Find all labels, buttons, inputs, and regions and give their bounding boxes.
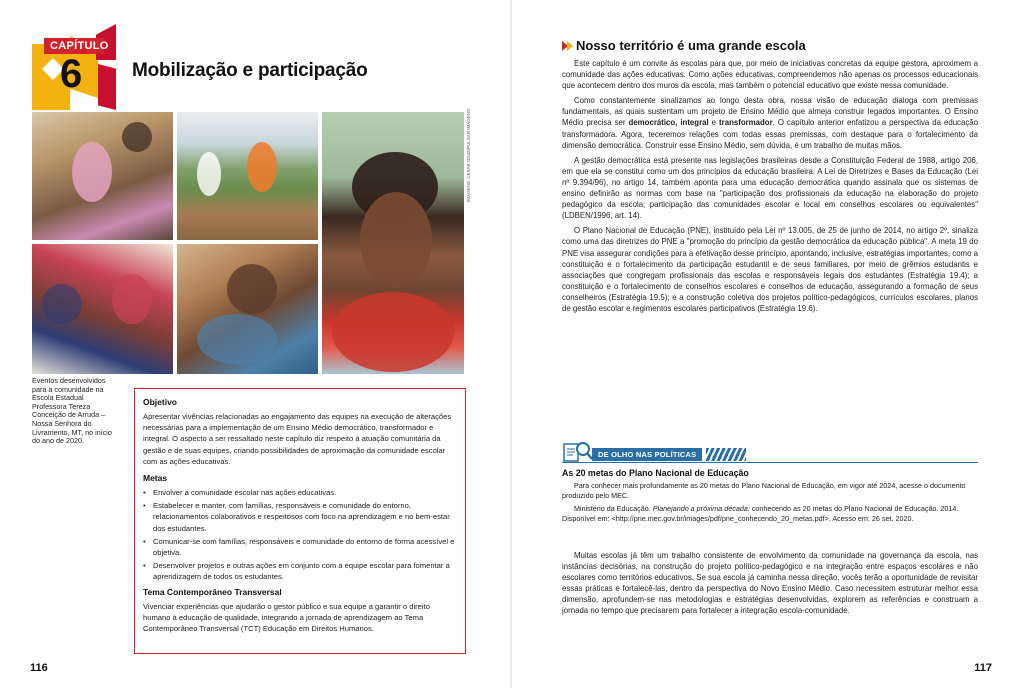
photo-caption: Eventos desenvolvidos para a comunidade na Escola Estadual Professora Tereza Conceição de Arruda – Nossa Senhora do Livramento, MT, no início do ano de 2020.	[32, 376, 112, 446]
goal-item: • Comunicar-se com famílias, responsáveis e comunidade do entorno de forma acessível e objetiva.	[143, 536, 457, 558]
callout-stripes	[706, 448, 746, 461]
tct-text: Vivenciar experiências que ajudarão o gestor público e sua equipe a garantir o direito humano à educação de qualidade, integrando a jornada de aprendizagem ao Tema Contemporâneo Transversal (TCT) Educação em Direitos Humanos.	[143, 601, 430, 634]
paragraph: Como constantemente sinalizamos ao longo desta obra, nossa visão de educação dialoga com premissas fundamentais, as quais sustentam um projeto de Ensino Médio que almeja construir legados importantes. O Ensino Médio precisa ser democrático, integral e transformador. O capítulo anterior enfatizou a perspectiva da educação transformadora. Agora, teceremos relações com todas essas premissas, com destaque para o fortalecimento da dimensão democrática. Construir esse Ensino Médio, sem dúvida, é um trabalho de muitas mãos.	[562, 96, 978, 150]
goals-list	[143, 487, 457, 583]
photo-collage	[32, 112, 464, 374]
closing-text	[562, 550, 978, 621]
callout-text: Para conhecer mais profundamente as 20 metas do Plano Nacional de Educação, em vigor até 2024, acesse o documento produzido pelo MEC.	[562, 481, 966, 500]
callout-tag: DE OLHO NAS POLÍTICAS	[592, 448, 702, 461]
callout-heading: As 20 metas do Plano Nacional de Educação	[562, 468, 749, 478]
objective-text: Apresentar vivências relacionadas ao engajamento das equipes na execução de alterações necessárias para a implementação de um Ensino Médio democrático, transformador e integral. O aspecto a ser ressaltado neste capítulo diz respeito à atuação comunitária da gestão e de suas equipes, criando possibilidades de aproximação da comunidade escolar com as ações educativas.	[143, 412, 452, 466]
photo-credit: IMAGENS: CESAR DINIZ/PULSAR IMAGENS	[466, 108, 471, 202]
goal-item: • Envolver a comunidade escolar nas ações educativas.	[143, 487, 457, 498]
paragraph: O Plano Nacional de Educação (PNE), instituído pela Lei nº 13.005, de 25 de junho de 2014, no artigo 2º, sinaliza como uma das diretrizes do PNE a "promoção do princípio da gestão democrática da educação pública". A meta 19 do PNE visa assegurar condições para a efetivação desse princípio, apontando, inclusive, estratégias importantes, como a constituição e o fortalecimento da participação estudantil e de seus familiares, por meio de grêmios estudantis e associações que congregam profissionais das escolas e responsáveis legais dos estudantes (Estratégia 19.4); a constituição e o fortalecimento de conselhos escolares e conselhos de educação, assegurando a formação de seus conselheiros (Estratégia 19.5); e a construção coletiva dos projetos político-pedagógicos, currículos escolares, planos de gestão escolar e regimentos escolares participativos (Estratégia 19.6).	[562, 226, 978, 313]
policy-callout	[562, 440, 978, 542]
callout-body	[562, 468, 978, 527]
photo-community-meeting	[32, 244, 173, 374]
chapter-label: CAPÍTULO	[44, 38, 104, 54]
objective-box	[134, 388, 466, 654]
right-page	[512, 0, 1024, 688]
goal-item: • Estabelecer e manter, com famílias, responsáveis e comunidade do entorno, relacionamentos colaborativos e respeitosos com foco na aprendizagem e no bem-estar dos estudantes.	[143, 500, 457, 534]
page-number-left: 116	[30, 662, 48, 674]
paragraph: Este capítulo é um convite às escolas para que, por meio de iniciativas concretas da equipe gestora, aproximem a comunidade das ações educativas. Como ações educativas, compreendemos não apenas os processos educacionais que acontecem dentro dos muros da escola, mas também o potencial educativo que existe nessa comunidade.	[562, 59, 978, 91]
goals-heading: Metas	[143, 473, 168, 484]
chapter-number: 6	[60, 52, 83, 96]
objective-heading: Objetivo	[143, 397, 178, 407]
callout-divider	[562, 462, 978, 463]
tct-heading: Tema Contemporâneo Transversal	[143, 586, 282, 597]
photo-classroom-event	[32, 112, 173, 240]
callout-reference: Ministério da Educação. Planejando a próxima década: conhecendo as 20 metas do Plano Nacional de Educação. 2014. Disponível em: <http://pne.mec.gov.br/images/pdf/pne_conhecendo_20_metas.pdf>. Acesso em: 26 set. 2020.	[562, 504, 959, 523]
photo-smiling-woman-portrait	[322, 112, 464, 374]
main-text	[562, 58, 978, 318]
goal-item: • Desenvolver projetos e outras ações em conjunto com a equipe escolar para fomentar a aprendizagem de todos os estudantes.	[143, 560, 457, 582]
paragraph: A gestão democrática está presente nas legislações brasileiras desde a Constituição Federal de 1988, artigo 206, em que ela se constitui como um dos princípios da educação brasileira. A Lei de Diretrizes e Bases da Educação (Lei nº 9.394/96), no artigo 14, também aponta para uma educação democrática quando assinala que os sistemas de ensino definirão as normas com base na "participação dos profissionais da educação na elaboração do projeto pedagógico da escola; participação das comunidades escolar e local em conselhos escolares ou equivalentes" (LDBEN/1996, art. 14).	[562, 155, 978, 221]
badge-shape-red-2	[98, 64, 116, 110]
page-number-right: 117	[974, 662, 992, 674]
section-title: Nosso território é uma grande escola	[576, 38, 806, 53]
chapter-title: Mobilização e participação	[132, 60, 368, 81]
paragraph: Muitas escolas já têm um trabalho consistente de envolvimento da comunidade na governança da escola, nas instâncias decisórias, na construção do projeto político-pedagógico e na integração entre espaços escolares e não escolares como territórios educativos. Se sua escola já caminha nessa direção, vocês terão a oportunidade de revisitar essas práticas e fortalecê-las, dentro da perspectiva do Novo Ensino Médio. Caso necessitem estruturar melhor essa dimensão, aprofundem-se nas metodologias e estratégias desenvolvidas, explorem as referências e construam a jornada no tempo que precisarem para fortalecer a integração escola-comunidade.	[562, 551, 978, 616]
photo-mother-and-child	[177, 244, 318, 374]
photo-garden-planting	[177, 112, 318, 240]
